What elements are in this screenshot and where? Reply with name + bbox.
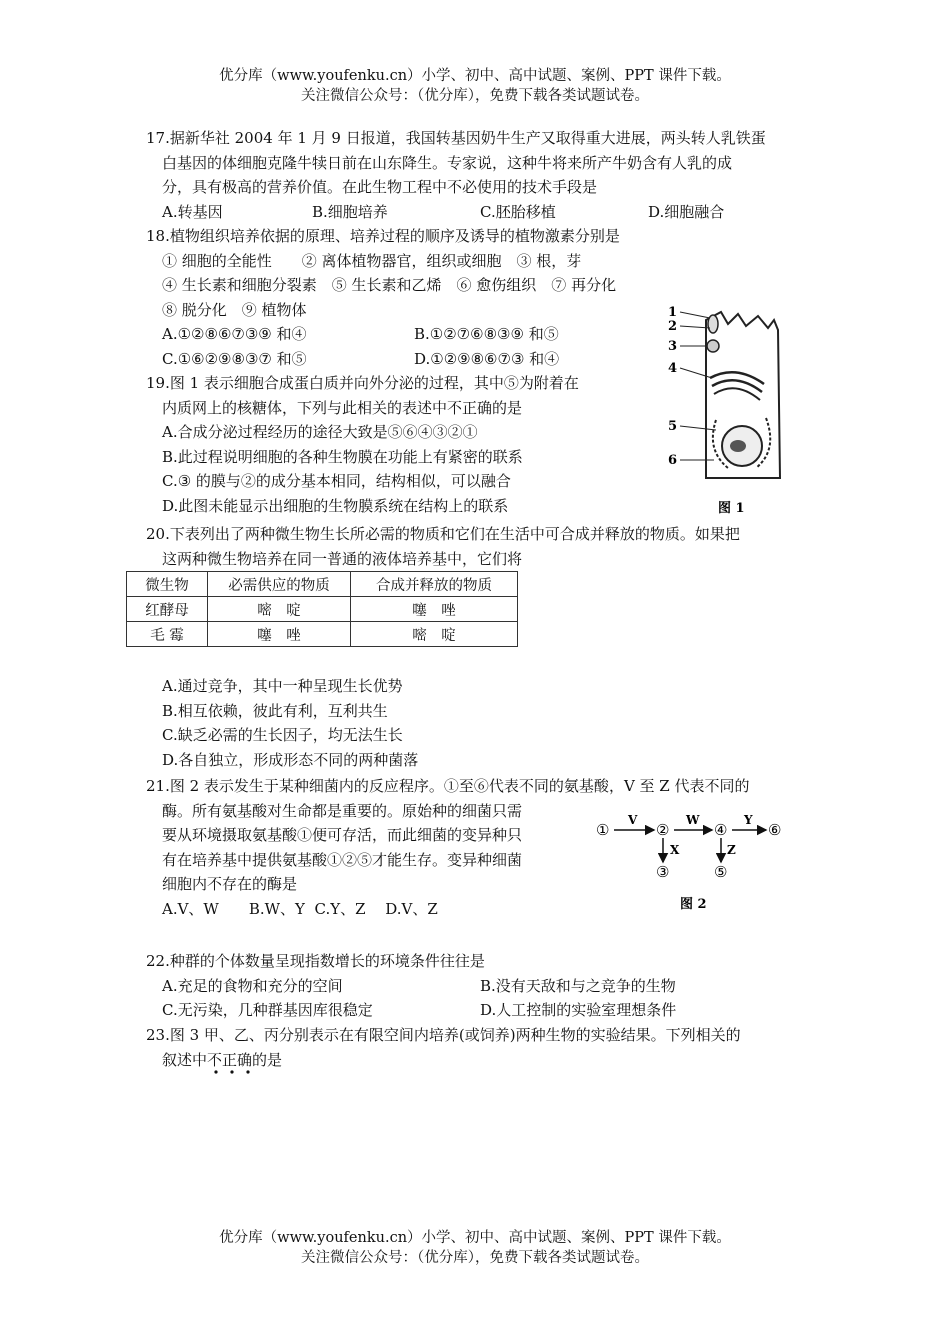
amino-acid-3: ③ xyxy=(656,863,670,881)
q18-options-ab xyxy=(146,322,620,347)
q22-options-ab xyxy=(146,974,676,999)
q18-option-d: D.①②⑨⑧⑥⑦③ 和④ xyxy=(414,349,560,368)
q20-option-c: C.缺乏必需的生长因子，均无法生长 xyxy=(162,726,403,744)
q18-line-2: ① 细胞的全能性 ② 离体植物器官，组织或细胞 ③ 根，芽 xyxy=(162,251,582,270)
q17-options xyxy=(146,200,766,225)
q22-option-b: B.没有天敌和与之竞争的生物 xyxy=(480,976,676,995)
q20-option-a: A.通过竞争，其中一种呈现生长优势 xyxy=(162,677,403,695)
q20-option-d: D.各自独立，形成形态不同的两种菌落 xyxy=(162,750,419,769)
emphasis-dot xyxy=(246,1070,249,1073)
question-22 xyxy=(146,949,676,1023)
footer-line-2: 关注微信公众号：（优分库），免费下载各类试题试卷。 xyxy=(301,1250,649,1266)
label-line-1 xyxy=(680,312,710,318)
question-19 xyxy=(146,371,579,518)
figure-2-pathway-diagram xyxy=(596,808,796,918)
fig2-caption: 图 2 xyxy=(680,897,707,912)
q22-option-a: A.充足的食物和充分的空间 xyxy=(162,976,343,995)
table-row xyxy=(127,622,518,647)
nucleolus xyxy=(730,440,746,452)
table-cell: 噻 唑 xyxy=(208,622,351,647)
table-cell: 嘧 啶 xyxy=(351,622,518,647)
q17-option-d: D.细胞融合 xyxy=(648,202,725,221)
q20-options xyxy=(146,674,418,772)
q17-option-a: A.转基因 xyxy=(162,202,223,221)
emphasis-dots xyxy=(210,1068,258,1076)
q22-option-c: C.无污染，几种群基因库很稳定 xyxy=(162,1001,373,1019)
q18-option-c: C.①⑥②⑨⑧③⑦ 和⑤ xyxy=(162,349,307,368)
fig1-label-2: 2 xyxy=(668,319,678,334)
q19-line-1: 19.图 1 表示细胞合成蛋白质并向外分泌的过程，其中⑤为附着在 xyxy=(146,374,579,392)
q18-options-cd xyxy=(146,347,620,372)
amino-acid-4: ④ xyxy=(714,821,728,839)
label-line-5 xyxy=(680,426,716,430)
enzyme-w-label: W xyxy=(686,813,700,827)
table-header-cell: 微生物 xyxy=(127,572,208,597)
page-footer xyxy=(0,1228,950,1268)
q21-line-2: 酶。所有氨基酸对生命都是重要的。原始种的细菌只需 xyxy=(162,801,523,820)
q21-line-1: 21.图 2 表示发生于某种细菌内的反应程序。①至⑥代表不同的氨基酸，V 至 Z 代表不同的 xyxy=(146,777,750,795)
q18-line-4: ⑧ 脱分化 ⑨ 植物体 xyxy=(162,300,307,319)
q22-options-cd xyxy=(146,998,676,1023)
q17-option-b: B.细胞培养 xyxy=(312,202,388,221)
table-header-cell: 必需供应的物质 xyxy=(208,572,351,597)
enzyme-z-label: Z xyxy=(727,843,736,857)
enzyme-v-label: V xyxy=(628,813,638,827)
table-cell: 嘧 啶 xyxy=(208,597,351,622)
q19-option-d: D.此图未能显示出细胞的生物膜系统在结构上的联系 xyxy=(162,496,509,515)
table-row xyxy=(127,597,518,622)
table-cell: 毛 霉 xyxy=(127,622,208,647)
emphasis-dot xyxy=(214,1070,217,1073)
question-20 xyxy=(146,522,740,571)
q17-option-c: C.胚胎移植 xyxy=(480,202,556,221)
enzyme-y-label: Y xyxy=(744,813,753,827)
page-header xyxy=(0,66,950,106)
q23-line-1: 23.图 3 甲、乙、丙分别表示在有限空间内培养(或饲养)两种生物的实验结果。下列相关的 xyxy=(146,1026,741,1044)
header-line-1: 优分库（www.youfenku.cn）小学、初中、高中试题、案例、PPT 课件下载。 xyxy=(219,68,731,84)
fig1-label-1: 1 xyxy=(668,305,678,320)
header-line-2: 关注微信公众号：（优分库），免费下载各类试题试卷。 xyxy=(301,88,649,104)
q18-line-3: ④ 生长素和细胞分裂素 ⑤ 生长素和乙烯 ⑥ 愈伤组织 ⑦ 再分化 xyxy=(162,276,617,294)
q20-option-b: B.相互依赖，彼此有利，互利共生 xyxy=(162,701,388,720)
question-18 xyxy=(146,224,620,371)
amino-acid-1: ① xyxy=(596,821,610,839)
q21-line-3: 要从环境摄取氨基酸①便可存活，而此细菌的变异种只 xyxy=(162,826,523,844)
q17-line-2: 白基因的体细胞克隆牛犊日前在山东降生。专家说，这种牛将来所产牛奶含有人乳的成 xyxy=(162,153,733,172)
q22-option-d: D.人工控制的实验室理想条件 xyxy=(480,1001,677,1019)
label-line-4 xyxy=(680,368,712,378)
amino-acid-2: ② xyxy=(656,821,670,839)
fig1-label-4: 4 xyxy=(668,361,678,376)
fig1-caption: 图 1 xyxy=(718,501,745,516)
enzyme-x-label: X xyxy=(670,843,680,857)
fig1-label-5: 5 xyxy=(668,419,678,434)
q19-option-b: B.此过程说明细胞的各种生物膜在功能上有紧密的联系 xyxy=(162,447,523,466)
figure-1-cell-diagram xyxy=(666,300,796,520)
q23-line-2: 叙述中不正确的是 xyxy=(162,1050,283,1069)
q22-line-1: 22.种群的个体数量呈现指数增长的环境条件往往是 xyxy=(146,952,485,970)
table-cell: 噻 唑 xyxy=(351,597,518,622)
q17-line-1: 17.据新华社 2004 年 1 月 9 日报道，我国转基因奶牛生产又取得重大进展，两头转人乳铁蛋 xyxy=(146,129,766,147)
table-header-row xyxy=(127,572,518,597)
q18-line-1: 18.植物组织培养依据的原理、培养过程的顺序及诱导的植物激素分别是 xyxy=(146,227,620,245)
q19-option-c: C.③ 的膜与②的成分基本相同，结构相似，可以融合 xyxy=(162,472,511,490)
vesicle-3 xyxy=(707,340,719,352)
q20-line-1: 20.下表列出了两种微生物生长所必需的物质和它们在生活中可合成并释放的物质。如果把 xyxy=(146,525,740,543)
q18-option-a: A.①②⑧⑥⑦③⑨ 和④ xyxy=(162,325,307,343)
q21-line-5: 细胞内不存在的酶是 xyxy=(162,875,298,893)
q21-line-4: 有在培养基中提供氨基酸①②⑤才能生存。变异种细菌 xyxy=(162,850,523,869)
q21-options: A.V、W B.W、Y C.Y、Z D.V、Z xyxy=(162,899,438,918)
table-cell: 红酵母 xyxy=(127,597,208,622)
q20-line-2: 这两种微生物培养在同一普通的液体培养基中，它们将 xyxy=(162,549,523,568)
footer-line-1: 优分库（www.youfenku.cn）小学、初中、高中试题、案例、PPT 课件下载。 xyxy=(219,1230,731,1246)
q18-option-b: B.①②⑦⑥⑧③⑨ 和⑤ xyxy=(414,325,559,343)
fig1-label-6: 6 xyxy=(668,453,678,468)
q20-table xyxy=(126,571,518,647)
q19-option-a: A.合成分泌过程经历的途径大致是⑤⑥④③②① xyxy=(162,423,478,441)
amino-acid-6: ⑥ xyxy=(768,821,782,839)
amino-acid-5: ⑤ xyxy=(714,863,728,881)
q19-line-2: 内质网上的核糖体，下列与此相关的表述中不正确的是 xyxy=(162,398,523,417)
golgi-stack-3 xyxy=(714,388,760,400)
fig1-label-3: 3 xyxy=(668,339,678,354)
q17-line-3: 分，具有极高的营养价值。在此生物工程中不必使用的技术手段是 xyxy=(162,178,598,196)
question-23 xyxy=(146,1023,741,1072)
emphasis-dot xyxy=(230,1070,233,1073)
question-17 xyxy=(146,126,766,224)
table-header-cell: 合成并释放的物质 xyxy=(351,572,518,597)
